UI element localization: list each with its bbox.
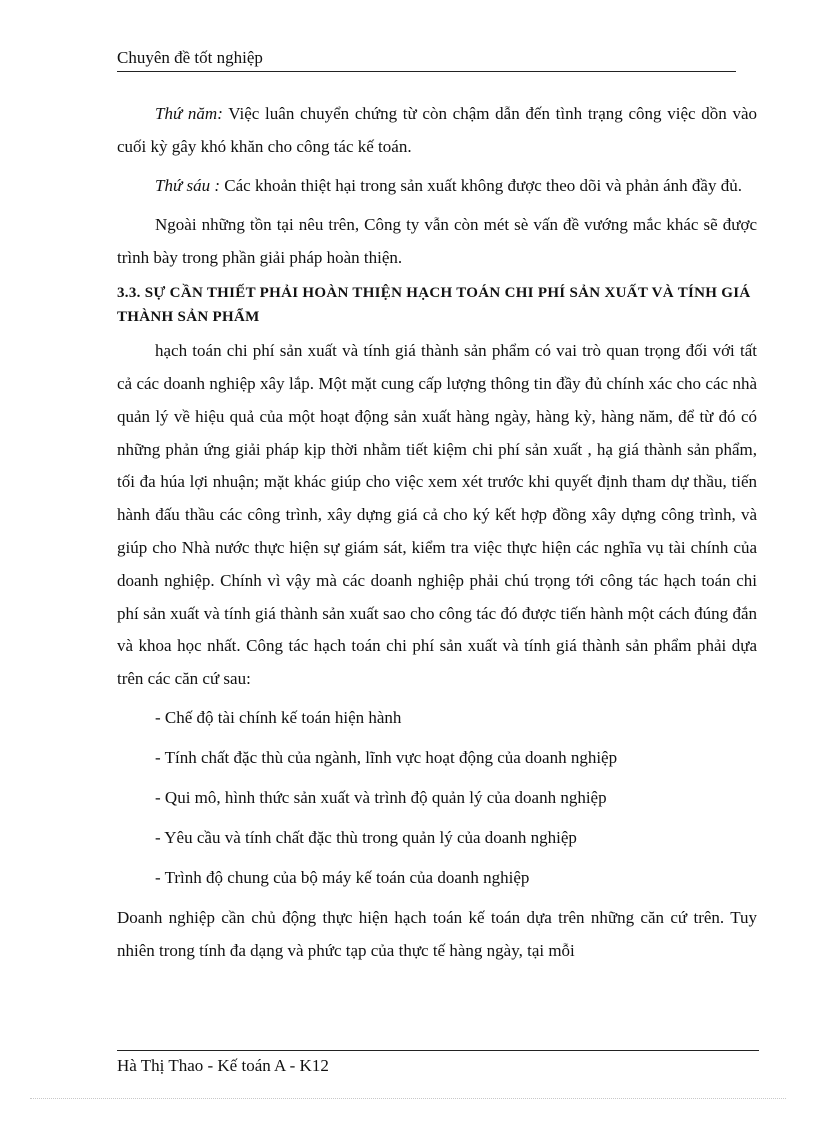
list-item: - Chế độ tài chính kế toán hiện hành [155, 708, 402, 728]
paragraph-ngoai-nhung: Ngoài những tồn tại nêu trên, Công ty vẫn còn mét sè vấn đề vướng mắc khác sẽ được trình bày trong phần giải pháp hoàn thiện. [117, 215, 757, 267]
section-main-paragraph: hạch toán chi phí sản xuất và tính giá thành sản phẩm có vai trò quan trọng đối với tất cả các doanh nghiệp xây lắp. Một mặt cung cấp lượng thông tin đầy đủ chính xác cho các nhà quản lý về hiệu quả của một hoạt động sản xuất hàng ngày, hàng kỳ, hàng năm, để từ đó có những phản ứng giải pháp kịp thời nhằm tiết kiệm chi phí sản xuất , hạ giá thành sản phẩm, tối đa húa lợi nhuận; mặt khác giúp cho việc xem xét trước khi quyết định tham dự thầu, tiến hành đấu thầu các công trình, xây dựng giá cả cho ký kết hợp đồng xây dựng công trình, và giúp cho Nhà nước thực hiện sự giám sát, kiểm tra việc thực hiện các nghĩa vụ tài chính của doanh nghiệp. Chính vì vậy mà các doanh nghiệp phải chú trọng tới công tác hạch toán chi phí sản xuất và tính giá thành sản xuất sao cho công tác đó được tiến hành một cách đúng đắn và khoa học nhất. Công tác hạch toán chi phí sản xuất và tính giá thành sản phẩm phải dựa trên các căn cứ sau: [117, 341, 757, 689]
list-item: - Qui mô, hình thức sản xuất và trình độ quản lý của doanh nghiệp [155, 788, 607, 808]
paragraph-label: Thứ sáu : [155, 175, 221, 195]
list-item: - Trình độ chung của bộ máy kế toán của doanh nghiệp [155, 868, 530, 888]
closing-paragraph: Doanh nghiệp cần chủ động thực hiện hạch toán kế toán dựa trên những căn cứ trên. Tuy nhiên trong tính đa dạng và phức tạp của thực tế hàng ngày, tại mỗi [117, 908, 757, 961]
header-divider [117, 71, 736, 72]
paragraph-thu-sau [117, 170, 757, 203]
paragraph-thu-nam [117, 98, 757, 164]
list-item: - Tính chất đặc thù của ngành, lĩnh vực hoạt động của doanh nghiệp [155, 748, 618, 768]
section-heading: 3.3. SỰ CẦN THIẾT PHẢI HOÀN THIỆN HẠCH TOÁN CHI PHÍ SẢN XUẤT VÀ TÍNH GIÁ THÀNH SẢN PHẨM [117, 285, 751, 326]
page-bottom-dotted-line [30, 1098, 786, 1099]
page-header: Chuyên đề tốt nghiệp [117, 48, 263, 67]
paragraph-label: Thứ năm: [155, 104, 223, 123]
page-body [117, 98, 757, 968]
criteria-list [117, 702, 757, 894]
paragraph-text: Việc luân chuyển chứng từ còn chậm dẫn đến tình trạng công việc dồn vào cuối kỳ gây khó khăn cho công tác kế toán. [117, 104, 757, 156]
page-footer: Hà Thị Thao - Kế toán A - K12 [117, 1056, 329, 1075]
footer-divider [117, 1050, 759, 1051]
list-item: - Yêu cầu và tính chất đặc thù trong quản lý của doanh nghiệp [155, 828, 577, 848]
paragraph-text: Các khoản thiệt hại trong sản xuất không được theo dõi và phản ánh đầy đủ. [220, 175, 742, 195]
